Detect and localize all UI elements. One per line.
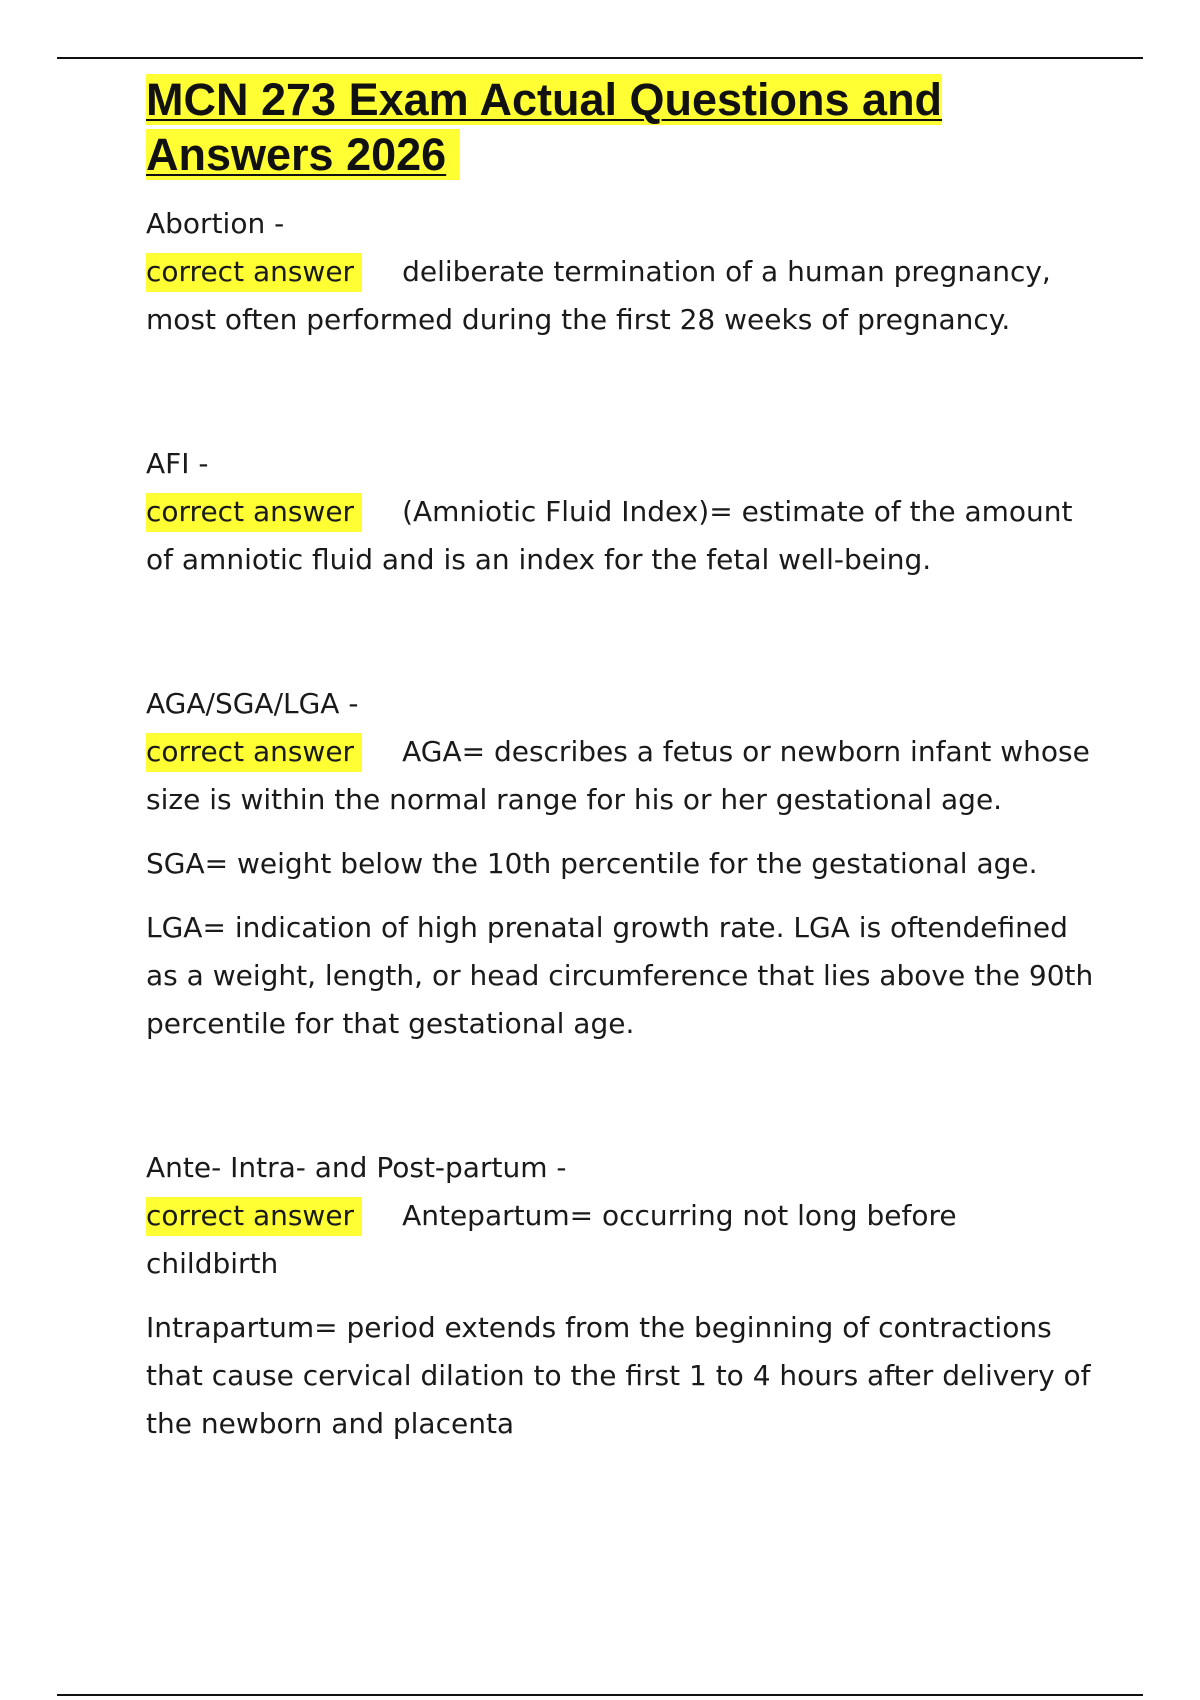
entry-extra-intrapartum: Intrapartum= period extends from the beginning of contractions that cause cervical dilation to the first 1 to 4 hours after delivery of the newborn and placenta [146, 1311, 1091, 1440]
correct-answer-label: correct answer [146, 253, 362, 292]
document-title-text: MCN 273 Exam Actual Questions and Answers 2026 [146, 74, 943, 180]
entry-extra-sga: SGA= weight below the 10th percentile for the gestational age. [146, 847, 1038, 880]
entry-term: AGA/SGA/LGA - [146, 687, 359, 720]
entry-extra-lga: LGA= indication of high prenatal growth rate. LGA is oftendefined as a weight, length, or head circumference that lies above the 90th percentile for that gestational age. [146, 911, 1094, 1040]
entry-answer [146, 1192, 1096, 1288]
document-body [146, 72, 1096, 1544]
top-rule [57, 57, 1143, 59]
correct-answer-label: correct answer [146, 493, 362, 532]
entry-afi [146, 440, 1096, 584]
entry-partum [146, 1144, 1096, 1448]
entry-answer [146, 488, 1096, 584]
entry-definition: Antepartum= occurring not long before childbirth [146, 1199, 957, 1280]
entry-definition: AGA= describes a fetus or newborn infant whose size is within the normal range for his or her gestational age. [146, 735, 1090, 816]
entry-term: AFI - [146, 447, 209, 480]
correct-answer-label: correct answer [146, 1197, 362, 1236]
bottom-rule [57, 1694, 1143, 1696]
entry-answer [146, 248, 1096, 344]
entry-term: Abortion - [146, 207, 285, 240]
correct-answer-label: correct answer [146, 733, 362, 772]
entry-aga-sga-lga [146, 680, 1096, 1048]
entry-definition: deliberate termination of a human pregnancy, most often performed during the first 28 weeks of pregnancy. [146, 255, 1051, 336]
entry-abortion [146, 200, 1096, 344]
entry-definition: (Amniotic Fluid Index)= estimate of the amount of amniotic fluid and is an index for the fetal well-being. [146, 495, 1073, 576]
document-title [146, 72, 1096, 182]
entry-term: Ante- Intra- and Post-partum - [146, 1151, 567, 1184]
entry-answer [146, 728, 1096, 824]
